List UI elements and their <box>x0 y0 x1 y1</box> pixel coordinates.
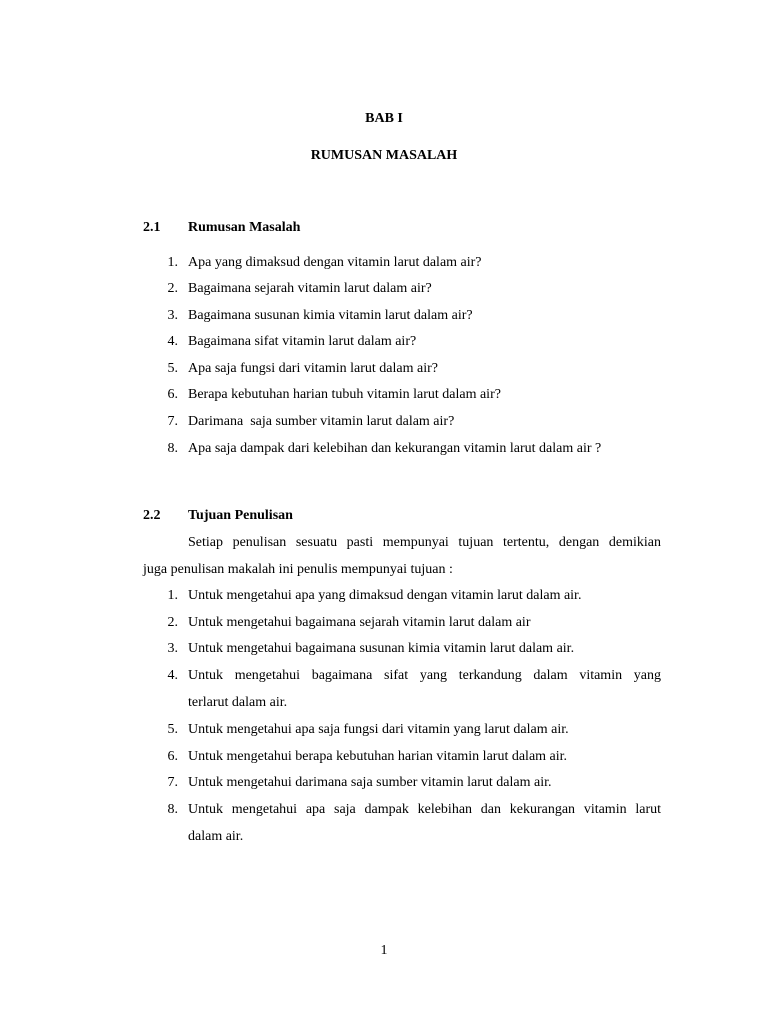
list-item-text-continuation: terlarut dalam air. <box>188 695 288 710</box>
section-number: 2.2 <box>143 508 161 523</box>
list-item-text: Untuk mengetahui apa yang dimaksud dengan vitamin larut dalam air. <box>188 588 582 603</box>
list-item-number: 8. <box>167 441 178 456</box>
list-item-text: Apa saja fungsi dari vitamin larut dalam air? <box>188 361 438 376</box>
section-title: Rumusan Masalah <box>188 220 301 235</box>
list-item-number: 1. <box>167 588 178 603</box>
list-item-number: 6. <box>167 749 178 764</box>
section-number: 2.1 <box>143 220 161 235</box>
list-item-text: Untuk mengetahui apa saja dampak kelebihan dan kekurangan vitamin larut <box>188 802 661 817</box>
list-item-number: 3. <box>167 641 178 656</box>
list-item-number: 2. <box>167 281 178 296</box>
list-item-text: Berapa kebutuhan harian tubuh vitamin larut dalam air? <box>188 387 501 402</box>
list-item-number: 7. <box>167 775 178 790</box>
list-item-text: Bagaimana sejarah vitamin larut dalam air? <box>188 281 432 296</box>
list-item-number: 5. <box>167 361 178 376</box>
list-item-text-continuation: dalam air. <box>188 829 244 844</box>
list-item-text: Untuk mengetahui bagaimana susunan kimia vitamin larut dalam air. <box>188 641 575 656</box>
list-item-text: Apa yang dimaksud dengan vitamin larut dalam air? <box>188 255 482 270</box>
chapter-title: RUMUSAN MASALAH <box>310 148 458 163</box>
section-title: Tujuan Penulisan <box>188 508 293 523</box>
list-item-text: Untuk mengetahui darimana saja sumber vitamin larut dalam air. <box>188 775 552 790</box>
chapter-heading: BAB I <box>365 111 403 126</box>
list-item-number: 1. <box>167 255 178 270</box>
list-item-text: Darimana saja sumber vitamin larut dalam air? <box>188 414 455 429</box>
list-item-number: 4. <box>167 334 178 349</box>
list-item-text: Untuk mengetahui bagaimana sifat yang terkandung dalam vitamin yang <box>188 668 661 683</box>
list-item-number: 3. <box>167 308 178 323</box>
list-item-text: Bagaimana susunan kimia vitamin larut dalam air? <box>188 308 473 323</box>
intro-paragraph-line: Setiap penulisan sesuatu pasti mempunyai tujuan tertentu, dengan demikian <box>188 535 661 550</box>
list-item-number: 2. <box>167 615 178 630</box>
list-item-number: 4. <box>167 668 178 683</box>
intro-paragraph-line: juga penulisan makalah ini penulis mempunyai tujuan : <box>143 562 453 577</box>
page-number: 1 <box>380 943 388 958</box>
list-item-text: Apa saja dampak dari kelebihan dan kekurangan vitamin larut dalam air ? <box>188 441 602 456</box>
list-item-text: Untuk mengetahui bagaimana sejarah vitamin larut dalam air <box>188 615 531 630</box>
list-item-number: 6. <box>167 387 178 402</box>
list-item-number: 8. <box>167 802 178 817</box>
list-item-text: Untuk mengetahui apa saja fungsi dari vitamin yang larut dalam air. <box>188 722 569 737</box>
list-item-number: 5. <box>167 722 178 737</box>
list-item-text: Bagaimana sifat vitamin larut dalam air? <box>188 334 417 349</box>
list-item-number: 7. <box>167 414 178 429</box>
list-item-text: Untuk mengetahui berapa kebutuhan harian vitamin larut dalam air. <box>188 749 568 764</box>
